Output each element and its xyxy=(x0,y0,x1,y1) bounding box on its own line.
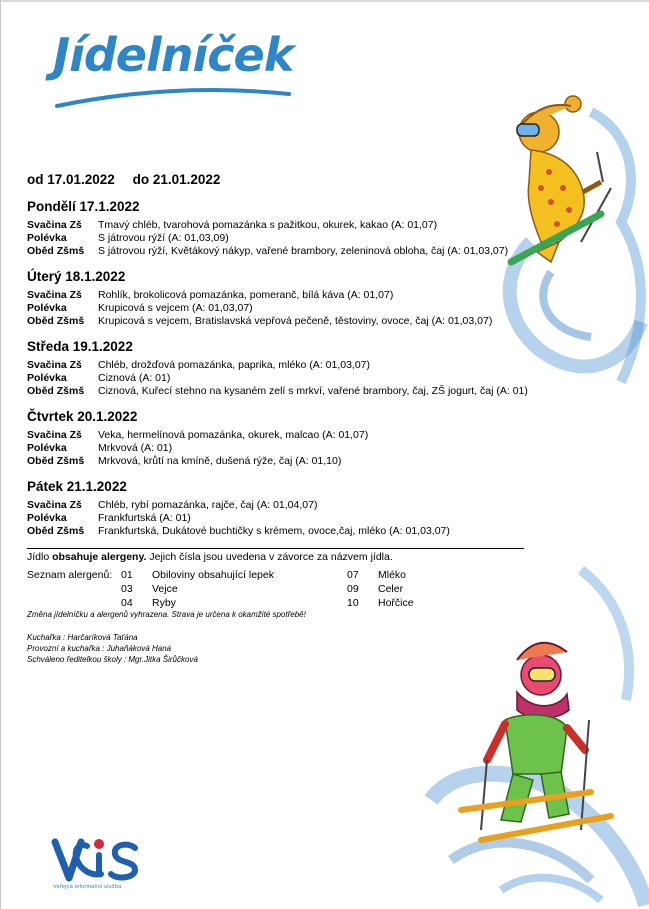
meal-row xyxy=(27,219,567,232)
meal-text: Chléb, drožďová pomazánka, paprika, mléko (A: 01,03,07) xyxy=(98,359,371,371)
disclaimer: Změna jídelníčku a alergenů vyhrazena. Strava je určena k okamžité spotřebě! xyxy=(27,610,306,619)
meal-label: Svačina Zš xyxy=(27,359,82,371)
day-block xyxy=(27,269,567,328)
day-title: Středa 19.1.2022 xyxy=(27,339,133,354)
meal-row xyxy=(27,245,567,258)
meal-label: Oběd Zšmš xyxy=(27,525,85,537)
allergen-name: Mléko xyxy=(378,569,407,581)
meal-text: Ciznová (A: 01) xyxy=(98,372,171,384)
meal-row xyxy=(27,315,567,328)
day-title: Čtvrtek 20.1.2022 xyxy=(27,409,138,424)
logo-subtitle: Veřejná informační služba xyxy=(53,884,122,890)
divider xyxy=(27,548,524,549)
period-from: od 17.01.2022 xyxy=(27,172,115,187)
meal-row xyxy=(27,302,567,315)
meal-label: Oběd Zšmš xyxy=(27,385,85,397)
meal-row xyxy=(27,442,567,455)
allergen-code: 03 xyxy=(121,583,133,595)
allergen-name: Ryby xyxy=(152,597,176,609)
day-block xyxy=(27,199,567,258)
allergen-code: 09 xyxy=(347,583,359,595)
meal-text: Krupicová s vejcem (A: 01,03,07) xyxy=(98,302,253,314)
day-title: Pondělí 17.1.2022 xyxy=(27,199,140,214)
allergen-code: 04 xyxy=(121,597,133,609)
meal-row xyxy=(27,289,567,302)
meal-label: Polévka xyxy=(27,442,67,454)
day-block xyxy=(27,479,567,538)
staff-line: Provozní a kuchařka : Juhaňáková Hana xyxy=(27,644,172,653)
title-swoosh xyxy=(53,86,293,110)
meal-row xyxy=(27,512,567,525)
meal-row xyxy=(27,232,567,245)
meal-row xyxy=(27,455,567,468)
allergen-name: Hořčice xyxy=(378,597,414,609)
day-title: Pátek 21.1.2022 xyxy=(27,479,127,494)
meal-label: Svačina Zš xyxy=(27,499,82,511)
meal-text: Frankfurtská, Dukátové buchtičky s krémem, ovoce,čaj, mléko (A: 01,03,07) xyxy=(98,525,450,537)
allergen-name: Vejce xyxy=(152,583,178,595)
meal-text: Mrkvová, krůtí na kmíně, dušená rýže, čaj (A: 01,10) xyxy=(98,455,342,467)
allergen-note-post: Jejich čísla jsou uvedena v závorce za názvem jídla. xyxy=(146,551,393,563)
day-block xyxy=(27,339,567,398)
meal-row xyxy=(27,525,567,538)
allergen-name: Celer xyxy=(378,583,404,595)
day-title: Úterý 18.1.2022 xyxy=(27,269,126,284)
page-title: Jídelníček xyxy=(53,28,294,82)
meal-label: Oběd Zšmš xyxy=(27,455,85,467)
meal-text: S játrovou rýží, Květákový nákyp, vařené brambory, zeleninová obloha, čaj (A: 01,03,07) xyxy=(98,245,509,257)
allergen-note xyxy=(27,551,393,563)
day-block xyxy=(27,409,567,468)
meal-label: Svačina Zš xyxy=(27,289,82,301)
vis-logo xyxy=(51,834,143,884)
meal-row xyxy=(27,429,567,442)
meal-label: Oběd Zšmš xyxy=(27,315,85,327)
period-to: do 21.01.2022 xyxy=(132,172,221,187)
meal-text: Mrkvová (A: 01) xyxy=(98,442,173,454)
allergen-list-label: Seznam alergenů: xyxy=(27,569,113,581)
meal-row xyxy=(27,385,567,398)
allergen-name: Obiloviny obsahující lepek xyxy=(152,569,274,581)
meal-text: S játrovou rýží (A: 01,03,09) xyxy=(98,232,229,244)
meal-label: Svačina Zš xyxy=(27,429,82,441)
meal-text: Veka, hermelínová pomazánka, okurek, malcao (A: 01,07) xyxy=(98,429,369,441)
staff-line: Schváleno ředitelkou školy : Mgr.Jitka Širůčková xyxy=(27,655,198,664)
meal-text: Krupicová s vejcem, Bratislavská vepřová pečeně, těstoviny, ovoce, čaj (A: 01,03,07) xyxy=(98,315,493,327)
allergen-code: 07 xyxy=(347,569,359,581)
menu-period xyxy=(27,172,234,187)
skier-illustration-bottom xyxy=(421,560,649,909)
meal-text: Ciznová, Kuřecí stehno na kysaném zelí s mrkví, vařené brambory, čaj, ZŠ jogurt, čaj (A: 01) xyxy=(98,385,528,397)
meal-row xyxy=(27,499,567,512)
allergen-note-pre: Jídlo xyxy=(27,551,53,563)
meal-text: Tmavý chléb, tvarohová pomazánka s pažitkou, okurek, kakao (A: 01,07) xyxy=(98,219,438,231)
meal-label: Polévka xyxy=(27,372,67,384)
meal-row xyxy=(27,359,567,372)
meal-label: Polévka xyxy=(27,302,67,314)
allergen-note-bold: obsahuje alergeny. xyxy=(52,551,147,563)
top-border xyxy=(1,0,649,2)
allergen-code: 10 xyxy=(347,597,359,609)
meal-row xyxy=(27,372,567,385)
meal-label: Polévka xyxy=(27,232,67,244)
meal-text: Frankfurtská (A: 01) xyxy=(98,512,191,524)
meal-text: Rohlík, brokolicová pomazánka, pomeranč, bílá káva (A: 01,07) xyxy=(98,289,394,301)
meal-text: Chléb, rybí pomazánka, rajče, čaj (A: 01,04,07) xyxy=(98,499,318,511)
meal-label: Oběd Zšmš xyxy=(27,245,85,257)
staff-line: Kuchařka : Harčaríková Taťána xyxy=(27,633,138,642)
meal-label: Svačina Zš xyxy=(27,219,82,231)
meal-label: Polévka xyxy=(27,512,67,524)
allergen-code: 01 xyxy=(121,569,133,581)
